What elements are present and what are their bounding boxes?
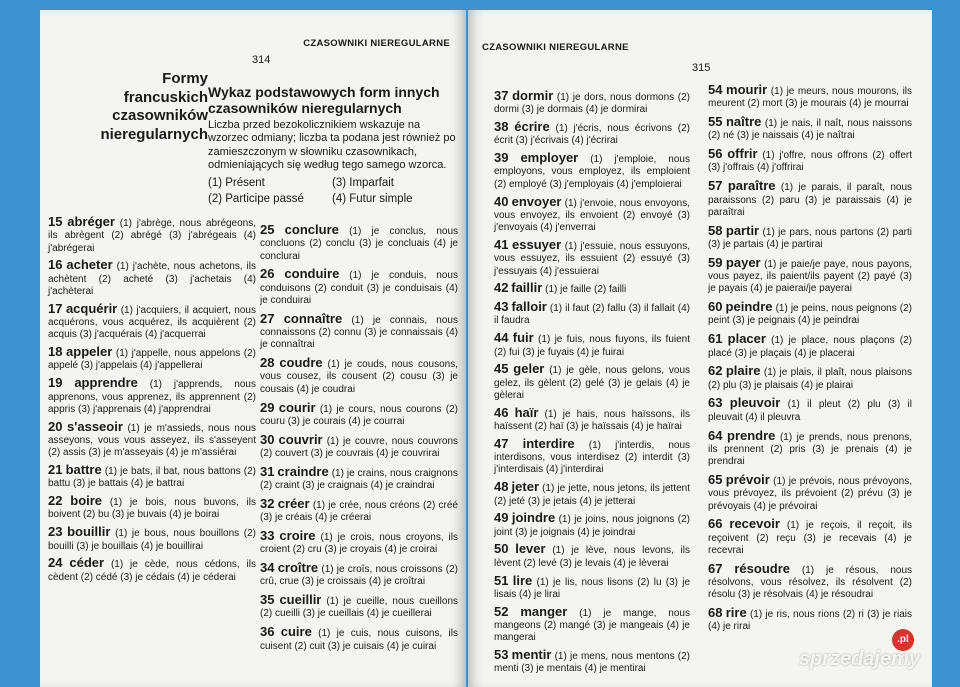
verb-forms: (1) j'essuie, nous essuyons, vous essuyez, ils essuient (2) essuyé (3) j'essuyais (4) j'essuierai xyxy=(494,240,690,277)
watermark-badge: .pl xyxy=(892,629,914,651)
verb-entry xyxy=(260,562,458,589)
verb-infinitive: faillir xyxy=(511,280,543,296)
verb-entry xyxy=(708,518,912,557)
verb-entry xyxy=(48,346,256,373)
verb-entry xyxy=(494,572,691,602)
verb-forms: (1) j'apprends, nous apprenons, vous apprenez, ils apprennent (2) appris (3) j'apprenais (4) j'apprendrai xyxy=(48,379,256,415)
page-number: 314 xyxy=(252,54,271,66)
verb-infinitive: peindre xyxy=(725,299,773,315)
verb-forms: (1) je joins, nous joignons (2) joint (3) je joignais (4) je joindrai xyxy=(494,514,691,538)
verb-forms: (1) je crée, nous créons (2) créé (3) je créais (4) je créerai xyxy=(260,499,458,524)
verb-forms: (1) je reçois, il reçoit, ils reçoivent (2) reçu (3) je recevais (4) je recevrai xyxy=(708,520,913,556)
verb-entry xyxy=(708,607,912,634)
verb-infinitive: envoyer xyxy=(511,193,562,209)
verb-entry xyxy=(494,152,690,191)
verb-infinitive: abréger xyxy=(67,214,115,229)
verb-entry xyxy=(260,357,458,396)
entry-number: 49 xyxy=(494,510,509,526)
verb-entry xyxy=(708,301,912,328)
verb-forms: (1) j'achète, nous achetons, ils achètent (2) acheté (3) j'achetais (4) j'achèterai xyxy=(48,261,256,297)
verb-forms: (1) j'emploie, nous employons, vous employez, ils emploient (2) employé (3) j'employais (4) j'emploierai xyxy=(494,154,690,190)
verb-forms: (1) je gèle, nous gelons, vous gelez, ils gèlent (2) gelé (3) je gelais (4) je gèlerai xyxy=(494,365,691,401)
verb-infinitive: manger xyxy=(520,603,568,619)
entry-number: 41 xyxy=(494,236,509,252)
verb-forms: (1) j'acquiers, il acquiert, nous acquérons, vous acquérez, ils acquièrent (2) acquis (3) j'acquérais (4) j'acquerrai xyxy=(48,304,256,341)
verb-infinitive: résoudre xyxy=(734,560,790,576)
verb-entry xyxy=(708,560,913,602)
verb-infinitive: courir xyxy=(278,399,316,415)
verb-infinitive: céder xyxy=(69,555,105,571)
verb-forms: (1) je jette, nous jetons, ils jettent (2) jeté (3) je jetais (4) je jetterai xyxy=(494,483,691,507)
verb-forms: (1) je cueille, nous cueillons (2) cueilli (3) je cueillais (4) je cueillerai xyxy=(260,596,459,620)
verb-forms: (1) je faille (2) failli xyxy=(545,284,627,296)
verb-entry xyxy=(708,427,913,469)
verb-forms: (1) je ris, nous rions (2) ri (3) je riais (4) je rirai xyxy=(708,609,912,633)
entry-number: 18 xyxy=(48,344,63,360)
verb-forms: (1) je pars, nous partons (2) parti (3) je partais (4) je partirai xyxy=(708,226,912,250)
verb-infinitive: lever xyxy=(515,541,546,557)
verb-infinitive: offrir xyxy=(727,146,758,162)
verb-forms: (1) je crains, nous craignons (2) craint (3) je craignais (4) je craindrai xyxy=(260,467,458,492)
verb-entry xyxy=(708,365,912,392)
entry-number: 40 xyxy=(494,193,509,209)
verb-forms: (1) je couds, nous cousons, vous cousez, ils cousent (2) cousu (3) je cousais (4) je coudrai xyxy=(260,359,459,395)
entry-number: 58 xyxy=(708,222,723,238)
verb-infinitive: connaître xyxy=(283,310,343,326)
verb-entry xyxy=(260,527,458,557)
verb-entry xyxy=(48,377,256,416)
verb-forms: (1) je résous, nous résolvons, vous résolvez, ils résolvent (2) résolu (3) je résolvais (4) je résoudrai xyxy=(708,564,913,601)
verb-entry xyxy=(48,259,256,298)
verb-infinitive: mentir xyxy=(511,646,552,662)
verb-infinitive: lire xyxy=(512,572,533,588)
legend-item: (1) Présent xyxy=(208,176,265,189)
verb-forms: (1) je mens, nous mentons (2) menti (3) je mentais (4) je mentirai xyxy=(494,650,690,675)
verb-entry xyxy=(494,193,690,235)
verb-infinitive: haïr xyxy=(514,404,539,420)
verb-column xyxy=(260,224,458,658)
entry-number: 31 xyxy=(260,463,275,479)
verb-infinitive: payer xyxy=(725,254,761,270)
entry-number: 42 xyxy=(494,280,509,296)
verb-forms: (1) je paie/je paye, nous payons, vous payez, ils paient/ils payent (2) payé (3) je payais (4) je paierai/je payerai xyxy=(708,258,912,295)
entry-number: 34 xyxy=(260,560,275,576)
verb-forms: (1) je connais, nous connaissons (2) connu (3) je connaissais (4) je connaîtrai xyxy=(260,314,458,351)
verb-forms: (1) je fuis, nous fuyons, ils fuient (2) fui (3) je fuyais (4) je fuirai xyxy=(494,334,691,358)
running-head: CZASOWNIKI NIEREGULARNE xyxy=(303,38,450,49)
entry-number: 15 xyxy=(48,214,63,229)
verb-entry xyxy=(260,626,458,653)
verb-infinitive: recevoir xyxy=(729,516,780,532)
entry-number: 52 xyxy=(494,603,509,619)
verb-entry xyxy=(260,594,458,621)
verb-infinitive: pleuvoir xyxy=(729,395,781,411)
entry-number: 22 xyxy=(48,493,63,509)
verb-infinitive: geler xyxy=(513,361,545,377)
entry-number: 55 xyxy=(708,114,723,130)
entry-number: 33 xyxy=(260,527,275,543)
verb-entry xyxy=(494,363,690,402)
verb-forms: (1) je bous, nous bouillons (2) bouilli (3) je bouillais (4) je bouillirai xyxy=(48,528,256,552)
verb-forms: (1) je bois, nous buvons, ils boivent (2) bu (3) je buvais (4) je boirai xyxy=(48,497,256,521)
verb-forms: (1) je prévois, nous prévoyons, vous prévoyez, ils prévoient (2) prévu (3) je prévoyais (4) je prévoirai xyxy=(708,475,913,512)
verb-infinitive: naître xyxy=(725,114,762,130)
verb-entry xyxy=(260,224,458,263)
verb-entry xyxy=(48,526,256,553)
verb-infinitive: créer xyxy=(277,495,310,511)
verb-infinitive: interdire xyxy=(522,435,575,451)
verb-entry xyxy=(708,222,912,252)
verb-forms: (1) je lève, nous levons, ils lèvent (2) levé (3) je levais (4) je lèverai xyxy=(494,545,690,569)
verb-infinitive: employer xyxy=(520,150,579,166)
verb-forms: (1) j'envoie, nous envoyons, vous envoyez, ils envoient (2) envoyé (3) j'envoyais (4) j'enverrai xyxy=(494,197,690,234)
verb-infinitive: appeler xyxy=(66,344,113,360)
verb-infinitive: essuyer xyxy=(512,236,562,252)
verb-entry xyxy=(708,397,912,424)
legend-item: (2) Participe passé xyxy=(208,192,304,205)
legend-item: (4) Futur simple xyxy=(332,192,413,205)
entry-number: 44 xyxy=(494,330,509,346)
verb-infinitive: écrire xyxy=(514,119,550,135)
entry-number: 68 xyxy=(708,605,723,621)
verb-infinitive: prévoir xyxy=(725,471,770,487)
entry-number: 24 xyxy=(48,555,63,571)
entry-number: 57 xyxy=(708,178,723,194)
verb-forms: (1) je cuis, nous cuisons, ils cuisent (2) cuit (3) je cuisais (4) je cuirai xyxy=(260,628,458,652)
verb-entry xyxy=(260,310,458,352)
verb-forms: (1) je conclus, nous concluons (2) conclu (3) je concluais (4) je conclurai xyxy=(260,226,459,262)
verb-entry xyxy=(494,646,690,676)
verb-entry xyxy=(494,332,690,359)
verb-infinitive: rire xyxy=(725,605,747,621)
entry-number: 39 xyxy=(494,150,509,166)
verb-infinitive: battre xyxy=(65,462,102,478)
verb-forms: (1) il pleut (2) plu (3) il pleuvait (4) il pleuvra xyxy=(708,399,912,423)
entry-number: 27 xyxy=(260,310,275,326)
verb-infinitive: jeter xyxy=(511,479,540,495)
entry-number: 63 xyxy=(708,395,723,411)
entry-number: 21 xyxy=(48,462,63,478)
entry-number: 54 xyxy=(708,82,723,97)
verb-entry xyxy=(494,543,690,570)
intro-body: Liczba przed bezokolicznikiem wskazuje na wzorzec odmiany; liczba ta podana jest również po zamieszczonym w słowniku czasownikach, odmieniających się według tego samego wzorca. xyxy=(208,119,456,172)
verb-forms: (1) je couvre, nous couvrons (2) couvert (3) je couvrais (4) je couvrirai xyxy=(260,435,459,459)
entry-number: 59 xyxy=(708,254,723,270)
entry-number: 32 xyxy=(260,495,275,511)
verb-entry xyxy=(48,300,256,342)
entry-number: 64 xyxy=(708,427,723,443)
verb-entry xyxy=(494,481,690,508)
verb-forms: (1) je place, nous plaçons (2) placé (3) je plaçais (4) je placerai xyxy=(708,335,912,359)
verb-forms: (1) je croîs, nous croissons (2) crû, crue (3) je croissais (4) je croîtrai xyxy=(260,564,459,588)
verb-entry xyxy=(260,268,458,307)
verb-infinitive: mourir xyxy=(726,82,768,97)
verb-entry xyxy=(494,236,690,278)
verb-infinitive: conclure xyxy=(284,222,339,237)
verb-infinitive: dormir xyxy=(512,88,554,103)
verb-entry xyxy=(708,471,913,513)
page-number: 315 xyxy=(692,62,711,74)
verb-forms: (1) je parais, il paraît, nous paraissons (2) paru (3) je paraissais (4) je paraîtrai xyxy=(708,182,913,218)
verb-entry xyxy=(48,216,256,255)
left-page xyxy=(40,10,466,687)
verb-infinitive: craindre xyxy=(277,463,329,479)
verb-infinitive: bouillir xyxy=(67,524,111,540)
entry-number: 19 xyxy=(48,375,63,391)
verb-infinitive: cuire xyxy=(280,624,312,640)
entry-number: 61 xyxy=(708,331,723,347)
verb-forms: (1) j'écris, nous écrivons (2) écrit (3) j'écrivais (4) j'écrirai xyxy=(494,123,691,147)
entry-number: 29 xyxy=(260,399,275,415)
verb-entry xyxy=(494,90,690,117)
verb-forms: (1) j'interdis, nous interdisons, vous interdisez (2) interdit (3) j'interdisais (4) j'interdirai xyxy=(494,439,691,476)
verb-entry xyxy=(260,431,459,461)
entry-number: 25 xyxy=(260,222,275,237)
verb-infinitive: acquérir xyxy=(65,300,118,316)
intro-block xyxy=(208,84,456,207)
entry-number: 53 xyxy=(494,646,509,662)
verb-forms: (1) je cède, nous cédons, ils cèdent (2) cédé (3) je cédais (4) je céderai xyxy=(48,559,257,583)
verb-forms: (1) je crois, nous croyons, ils croient (2) cru (3) je croyais (4) je croirai xyxy=(260,531,458,556)
verb-entry xyxy=(494,404,691,434)
verb-infinitive: fuir xyxy=(512,330,534,346)
verb-entry xyxy=(494,435,691,477)
entry-number: 37 xyxy=(494,88,509,103)
entry-number: 16 xyxy=(48,257,63,273)
entry-number: 50 xyxy=(494,541,509,557)
verb-forms: (1) je peins, nous peignons (2) peint (3) je peignais (4) je peindrai xyxy=(708,303,913,327)
section-title: Formy francuskich czasowników nieregularnych xyxy=(100,70,208,143)
verb-infinitive: partir xyxy=(725,222,760,238)
verb-infinitive: acheter xyxy=(66,257,113,273)
entry-number: 17 xyxy=(48,300,63,316)
verb-forms: (1) je nais, il naît, nous naissons (2) né (3) je naissais (4) je naîtrai xyxy=(708,118,913,142)
entry-number: 45 xyxy=(494,361,509,377)
verb-infinitive: couvrir xyxy=(278,431,323,447)
entry-number: 20 xyxy=(48,418,63,434)
verb-forms: (1) je conduis, nous conduisons (2) conduit (3) je conduisais (4) je conduirai xyxy=(260,270,458,306)
verb-infinitive: placer xyxy=(727,331,766,347)
verb-forms: (1) j'offre, nous offrons (2) offert (3) j'offrais (4) j'offrirai xyxy=(708,150,912,174)
verb-infinitive: croître xyxy=(277,560,319,576)
verb-entry xyxy=(494,282,690,296)
verb-infinitive: croire xyxy=(279,527,316,543)
verb-column xyxy=(708,84,912,639)
entry-number: 48 xyxy=(494,479,509,495)
verb-column xyxy=(48,216,256,588)
verb-forms: (1) il faut (2) fallu (3) il fallait (4) il faudra xyxy=(494,303,690,327)
verb-entry xyxy=(48,557,256,584)
verb-infinitive: paraître xyxy=(727,178,776,194)
verb-entry xyxy=(48,495,256,522)
verb-entry xyxy=(708,116,912,143)
verb-forms: (1) je mange, nous mangeons (2) mangé (3) je mangeais (4) je mangerai xyxy=(494,607,690,644)
verb-entry xyxy=(494,301,690,328)
verb-forms: (1) je cours, nous courons (2) couru (3) je courais (4) je courrai xyxy=(260,403,458,427)
verb-infinitive: falloir xyxy=(511,299,547,315)
verb-entry xyxy=(494,121,690,148)
watermark: sprzedajemy xyxy=(798,648,920,670)
verb-infinitive: coudre xyxy=(279,355,323,371)
entry-number: 51 xyxy=(494,572,509,588)
verb-forms: (1) je bats, il bat, nous battons (2) battu (3) je battais (4) je battrai xyxy=(48,466,257,490)
forms-legend xyxy=(208,175,456,207)
entry-number: 60 xyxy=(708,299,723,315)
intro-heading: Wykaz podstawowych form innych czasowników nieregularnych xyxy=(208,84,440,116)
verb-forms: (1) je m'assieds, nous nous asseyons, vous vous asseyez, ils s'asseyent (2) assis (3) je m'asseyais (4) je m'assiérai xyxy=(48,422,256,459)
verb-entry xyxy=(708,180,912,219)
entry-number: 23 xyxy=(48,524,63,540)
entry-number: 62 xyxy=(708,363,723,379)
verb-forms: (1) je dors, nous dormons (2) dormi (3) je dormais (4) je dormirai xyxy=(494,92,691,116)
verb-infinitive: plaire xyxy=(725,363,761,379)
running-head: CZASOWNIKI NIEREGULARNE xyxy=(482,42,629,53)
verb-forms: (1) je plais, il plaît, nous plaisons (2) plu (3) je plaisais (4) je plairai xyxy=(708,367,912,391)
entry-number: 65 xyxy=(708,471,723,487)
entry-number: 46 xyxy=(494,404,509,420)
verb-forms: (1) je lis, nous lisons (2) lu (3) je lisais (4) je lirai xyxy=(494,576,691,600)
verb-infinitive: boire xyxy=(70,493,103,509)
verb-entry xyxy=(708,148,912,175)
verb-entry xyxy=(260,495,458,525)
verb-forms: (1) j'appelle, nous appelons (2) appelé (3) j'appelais (4) j'appellerai xyxy=(48,348,257,372)
verb-entry xyxy=(494,512,690,539)
verb-entry xyxy=(48,418,256,460)
verb-column xyxy=(494,90,690,680)
verb-infinitive: joindre xyxy=(511,510,556,526)
verb-entry xyxy=(708,333,912,360)
entry-number: 56 xyxy=(708,146,723,162)
entry-number: 35 xyxy=(260,592,275,608)
verb-entry xyxy=(260,463,458,493)
verb-entry xyxy=(260,399,458,429)
verb-infinitive: conduire xyxy=(284,266,340,282)
entry-number: 30 xyxy=(260,431,275,447)
verb-infinitive: prendre xyxy=(727,427,776,443)
entry-number: 28 xyxy=(260,355,275,371)
entry-number: 67 xyxy=(708,560,723,576)
entry-number: 43 xyxy=(494,299,509,315)
verb-entry xyxy=(708,254,912,296)
verb-entry xyxy=(494,603,690,645)
verb-forms: (1) je meurs, nous mourons, ils meurent (2) mort (3) je mourais (4) je mourrai xyxy=(708,86,913,110)
right-page xyxy=(468,10,932,687)
entry-number: 26 xyxy=(260,266,275,282)
verb-infinitive: apprendre xyxy=(74,375,138,391)
verb-forms: (1) je hais, nous haïssons, ils haïssent (2) haï (3) je haïssais (4) je haïrai xyxy=(494,408,691,433)
verb-infinitive: cueillir xyxy=(279,592,322,608)
entry-number: 47 xyxy=(494,435,509,451)
verb-entry xyxy=(48,464,256,491)
verb-entry xyxy=(708,84,912,111)
legend-item: (3) Imparfait xyxy=(332,176,394,189)
entry-number: 38 xyxy=(494,119,509,135)
verb-forms: (1) j'abrège, nous abrégeons, ils abrègent (2) abrégé (3) j'abrégeais (4) j'abrégerai xyxy=(48,218,257,254)
entry-number: 66 xyxy=(708,516,723,532)
verb-forms: (1) je prends, nous prenons, ils prennent (2) pris (3) je prenais (4) je prendrai xyxy=(708,431,913,468)
verb-infinitive: s'asseoir xyxy=(67,418,123,434)
entry-number: 36 xyxy=(260,624,275,640)
